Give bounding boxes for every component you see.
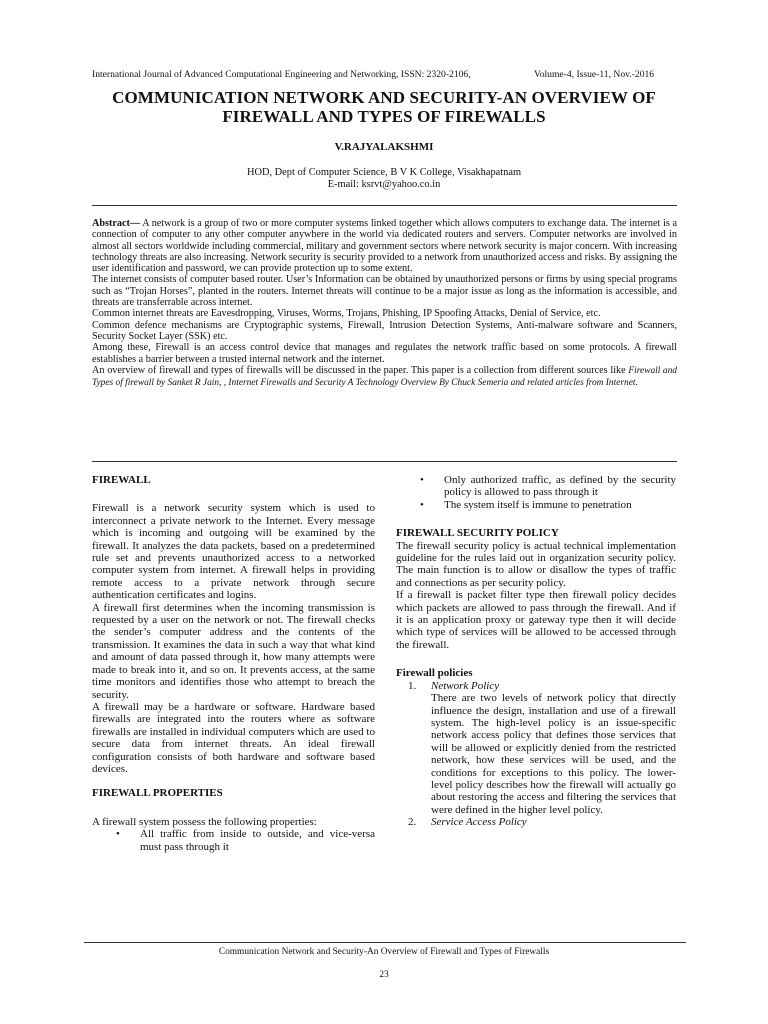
author-email: E-mail: ksrvt@yahoo.co.in [327, 179, 441, 190]
abstract [92, 218, 677, 389]
left-column [92, 474, 375, 853]
abstract-paragraph-2: The internet consists of computer based router. User’s Information can be obtained by unauthorized persons or firms by using special programs such as “Trojan Horses”, planted in the routers. Internet threats will continue to be a major issue as long as the information is accessible, and threats are transferrable across internet. [92, 274, 677, 309]
journal-name: International Journal of Advanced Computational Engineering and Networking, ISSN: 2320-2106, [92, 69, 471, 80]
top-divider [92, 205, 677, 206]
author-affiliation-block [0, 167, 768, 191]
footer-divider [84, 942, 686, 943]
running-header [92, 69, 672, 81]
firewall-paragraph-3: A firewall may be a hardware or software. Hardware based firewalls are integrated into the routers where as software firewalls are installed in individual computers which are used to secure data from internet threats. An ideal firewall configuration consists of both hardware and software based devices. [92, 700, 375, 775]
abstract-p6-text: An overview of firewall and types of firewalls will be discussed in the paper. This paper is a collection from different sources like [92, 364, 629, 376]
firewall-paragraph-2: A firewall first determines when the incoming transmission is requested by a user on the network or not. The firewall checks the sender’s computer address and the contents of the transmission. It examines the data in such a way that what kind and amount of data passed through it, how many attempts were made to break into it, and so on. It prevents access, at the same time monitors and identifies those who attempt to breach the security. [92, 601, 375, 701]
bullet-icon: • [420, 498, 424, 511]
properties-intro: A firewall system possess the following properties: [92, 815, 317, 828]
property-text: Only authorized traffic, as defined by the security policy is allowed to pass through it [444, 474, 676, 499]
policy-number: 2. [408, 816, 417, 829]
abstract-paragraph-1 [92, 218, 677, 274]
security-paragraph-2: If a firewall is packet filter type then firewall policy decides which packets are allowed to pass through the firewall. And if it is an application proxy or gateway type then it will decide which type of services will be allowed to be accessed through the firewall. [396, 589, 676, 651]
properties-list [92, 828, 375, 853]
list-item [396, 474, 676, 499]
list-item [92, 828, 375, 853]
running-footer: Communication Network and Security-An Overview of Firewall and Types of Firewalls [218, 947, 550, 957]
firewall-paragraph-1: Firewall is a network security system which is used to interconnect a private network to the Internet. Every message which is incoming and outgoing will be examined by the firewall. It analyzes the data packets, based on a predetermined rule set and prevents unauthorized access to a networked computer system from internet. A firewall helps in providing remote access to a private network through secure authentication certificates and logins. [92, 502, 375, 602]
policy-name: Network Policy [431, 679, 500, 692]
security-paragraph-1: The firewall security policy is actual technical implementation guideline for the rules laid out in organization security policy. The main function is to allow or disallow the types of traffic and connections as per security policy. [396, 539, 676, 589]
abstract-paragraph-4: Common defence mechanisms are Cryptographic systems, Firewall, Intrusion Detection Systems, Anti-malware software and Scanners, Security Socket Layer (SSK) etc. [92, 319, 677, 342]
abstract-p1-text: A network is a group of two or more computer systems linked together which allows computers to exchange data. The internet is a connection of computer to any other computer anywhere in the world via dedicated routers and servers. Computer networks are involved in almost all sectors worldwide including commercial, military and government sectors where network security is major concern. With increasing technology threats are also increasing. Network security is security provided to a network from unauthorized access and risks. By assigning the user identification and password, we can provide protection up to some extent. [92, 218, 677, 275]
properties-list-continued [396, 474, 676, 511]
property-text: All traffic from inside to outside, and vice-versa must pass through it [140, 828, 375, 853]
abstract-sources: Firewall and Types of firewall by Sanket R Jain, , Internet Firewalls and Security A Technology Overview By Chuck Semeria and related articles from Internet. [92, 365, 677, 389]
list-item [396, 499, 676, 511]
property-text: The system itself is immune to penetration [444, 498, 632, 511]
policy-description: There are two levels of network policy that directly influence the design, installation and use of a firewall system. The high-level policy is an issue-specific network access policy that defines those services that will be allowed or explicitly denied from the restricted network, how these services will be used, and the conditions for exceptions to this policy. The lower-level policy describes how the firewall will actually go about restoring the access and filtering the services that were defined in the higher level policy. [431, 692, 676, 816]
policy-number: 1. [408, 679, 417, 692]
bullet-icon: • [420, 474, 424, 486]
title-line-1: COMMUNICATION NETWORK AND SECURITY-AN OVERVIEW OF [112, 88, 656, 107]
policies-list [396, 680, 676, 829]
title-line-2: FIREWALL AND TYPES OF FIREWALLS [222, 107, 546, 126]
subheading-firewall-policies: Firewall policies [396, 667, 473, 680]
abstract-divider [92, 461, 677, 462]
abstract-paragraph-6 [92, 365, 677, 390]
abstract-label: Abstract— [92, 218, 141, 229]
bullet-icon: • [116, 828, 120, 841]
volume-issue: Volume-4, Issue-11, Nov.-2016 [534, 69, 655, 80]
section-heading-security-policy: FIREWALL SECURITY POLICY [396, 527, 559, 540]
right-column [396, 474, 676, 829]
list-item [396, 680, 676, 816]
abstract-paragraph-3: Common internet threats are Eavesdropping, Viruses, Worms, Trojans, Phishing, IP Spoofing Attacks, Denial of Service, etc. [92, 308, 601, 320]
list-item [396, 816, 676, 828]
affiliation: HOD, Dept of Computer Science, B V K College, Visakhapatnam [246, 167, 522, 178]
author-name: V.RAJYALAKSHMI [334, 141, 434, 153]
section-heading-firewall: FIREWALL [92, 474, 151, 486]
section-heading-properties: FIREWALL PROPERTIES [92, 787, 223, 800]
paper-title [60, 88, 708, 126]
page-number: 23 [379, 970, 389, 980]
abstract-paragraph-5: Among these, Firewall is an access control device that manages and regulates the network traffic based on some protocols. A firewall establishes a barrier between a trusted internal network and the internet. [92, 342, 677, 365]
policy-name: Service Access Policy [431, 816, 527, 829]
